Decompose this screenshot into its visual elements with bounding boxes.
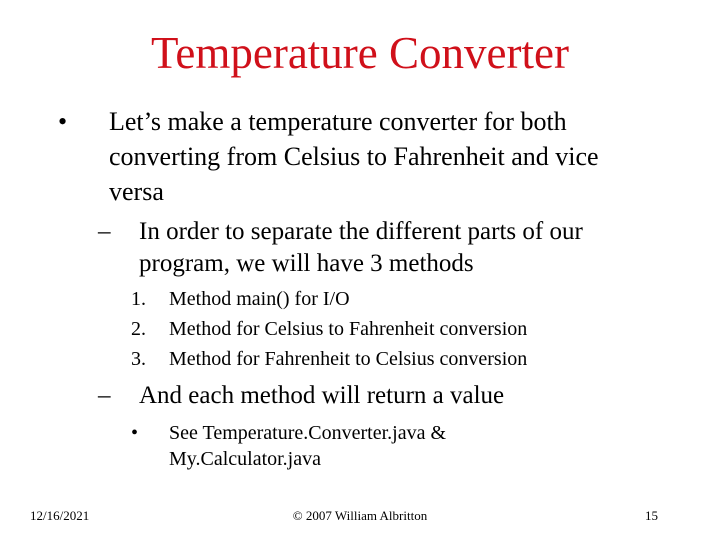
bullet-text: See Temperature.Converter.java & My.Calculator.java — [169, 422, 447, 470]
list-item-text: Method for Celsius to Fahrenheit conversion — [169, 318, 528, 340]
footer-date: 12/16/2021 — [30, 508, 90, 523]
list-item-text: Method main() for I/O — [169, 288, 350, 310]
dash-marker: – — [98, 382, 111, 409]
slide-title: Temperature Converter — [151, 28, 569, 78]
list-number: 1. — [131, 288, 146, 310]
list-item — [131, 314, 631, 344]
bullet-text: Let’s make a temperature converter for both converting from Celsius to Fahrenheit and vice versa — [109, 107, 599, 206]
list-number: 2. — [131, 318, 146, 340]
bullet-marker: • — [58, 107, 68, 136]
footer-copyright: © 2007 William Albritton — [292, 508, 428, 523]
bullet-marker: • — [131, 422, 139, 444]
list-item — [131, 284, 631, 314]
sub-bullet-text: In order to separate the different parts of our program, we will have 3 methods — [139, 218, 583, 277]
sub-bullet-text: And each method will return a value — [139, 382, 505, 409]
slide-number: 15 — [645, 508, 658, 523]
dash-marker: – — [98, 218, 111, 245]
list-item — [131, 344, 631, 374]
methods-list — [131, 284, 631, 374]
list-item-text: Method for Fahrenheit to Celsius conversion — [169, 348, 528, 370]
list-number: 3. — [131, 348, 146, 370]
